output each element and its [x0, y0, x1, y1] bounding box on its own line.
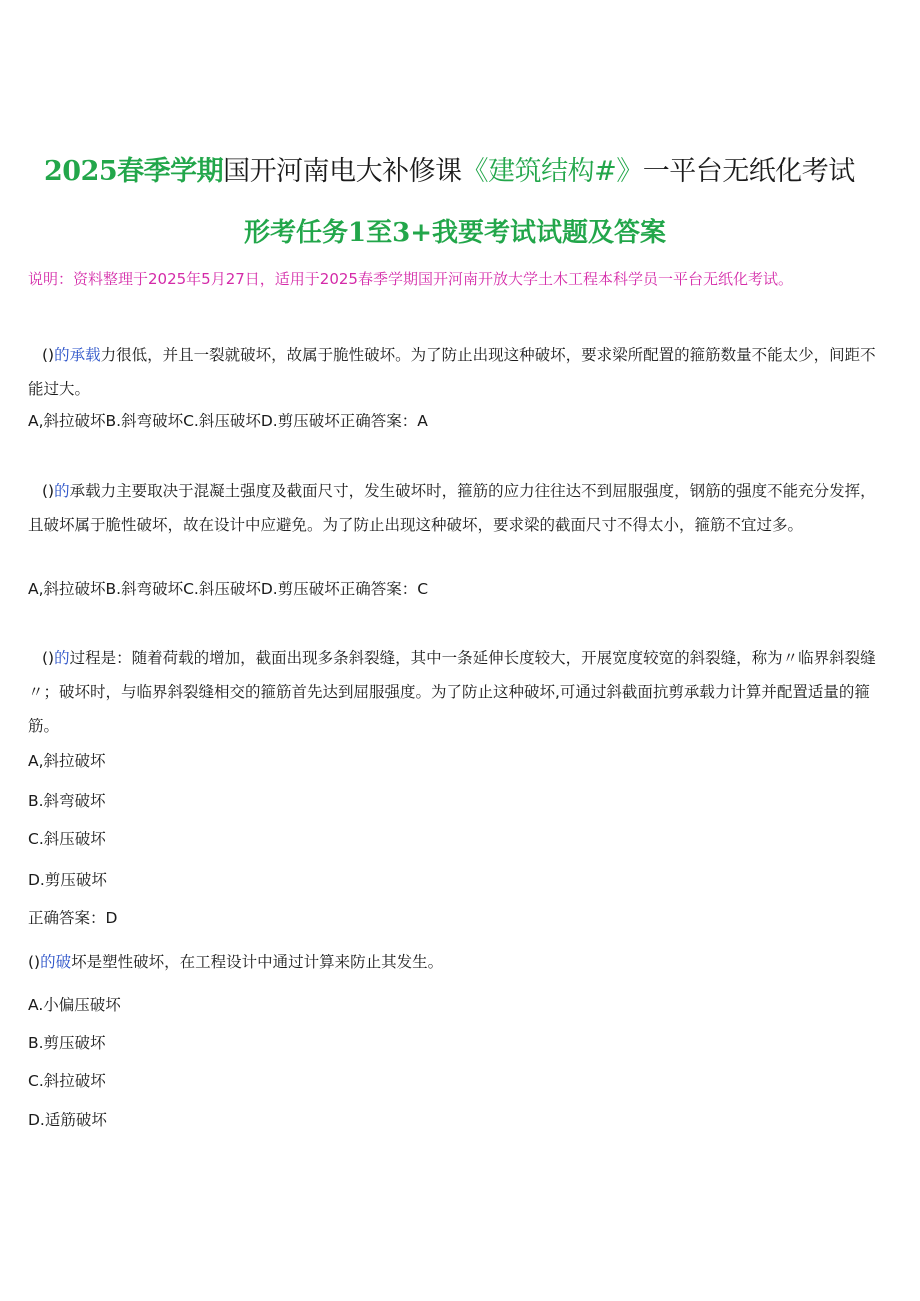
question-4-bracket: () — [28, 953, 41, 971]
question-4-option-c: C.斜拉破坏 — [28, 1072, 106, 1090]
question-3-option-b: B.斜弯破坏 — [28, 792, 106, 810]
question-2-options: A,斜拉破坏B.斜弯破坏C.斜压破坏D.剪压破坏正确答案：C — [28, 580, 429, 598]
question-2-highlight: 的 — [54, 482, 70, 500]
question-4-text: 坏是塑性破坏，在工程设计中通过计算来防止其发生。 — [71, 953, 444, 971]
document-title-line1 — [44, 152, 904, 192]
document-title-line2: 形考任务1至3+我要考试试题及答案 — [244, 218, 666, 248]
question-3-highlight: 的 — [54, 649, 70, 667]
question-3-stem — [28, 641, 888, 743]
question-1-stem — [28, 338, 888, 406]
question-3-option-c: C.斜压破坏 — [28, 830, 106, 848]
question-4-stem — [28, 950, 443, 974]
question-3-option-d: D.剪压破坏 — [28, 871, 107, 889]
question-1-highlight: 的承载 — [54, 346, 101, 364]
question-1-options: A,斜拉破坏B.斜弯破坏C.斜压破坏D.剪压破坏正确答案：A — [28, 412, 428, 430]
title-term: 2025春季学期 — [44, 156, 224, 187]
document-note: 说明：资料整理于2025年5月27日，适用于2025春季学期国开河南开放大学土木工程本科学员一平台无纸化考试。 — [28, 270, 793, 288]
title-course-prefix: 国开河南电大补修课 — [223, 156, 462, 187]
question-1-text: 力很低，并且一裂就破坏，故属于脆性破坏。为了防止出现这种破坏，要求梁所配置的箍筋数量不能太少，间距不能过大。 — [28, 346, 876, 398]
question-4-highlight: 的破 — [40, 953, 72, 971]
question-4-option-d: D.适筋破坏 — [28, 1111, 107, 1129]
question-2-text: 承载力主要取决于混凝土强度及截面尺寸，发生破坏时，箍筋的应力往往达不到屈服强度，钢筋的强度不能充分发挥，且破坏属于脆性破坏，故在设计中应避免。为了防止出现这种破坏，要求梁的截面尺寸不得太小，箍筋不宜过多。 — [28, 482, 876, 534]
question-2-stem — [28, 474, 888, 542]
question-1-bracket: () — [42, 346, 55, 364]
title-exam-type: 一平台无纸化考试 — [642, 156, 855, 187]
question-3-bracket: () — [42, 649, 55, 667]
question-3-option-a: A,斜拉破坏 — [28, 752, 106, 770]
title-course-name: 《建筑结构#》 — [461, 156, 643, 187]
question-4-option-a: A.小偏压破坏 — [28, 996, 121, 1014]
question-2-bracket: () — [42, 482, 55, 500]
question-3-answer: 正确答案：D — [28, 909, 118, 927]
question-3-text: 过程是：随着荷载的增加，截面出现多条斜裂缝，其中一条延伸长度较大，开展宽度较宽的斜裂缝，称为〃临界斜裂缝〃；破坏时，与临界斜裂缝相交的箍筋首先达到屈服强度。为了防止这种破坏,可通过斜截面抗剪承载力计算并配置适量的箍筋。 — [28, 649, 876, 735]
question-4-option-b: B.剪压破坏 — [28, 1034, 106, 1052]
